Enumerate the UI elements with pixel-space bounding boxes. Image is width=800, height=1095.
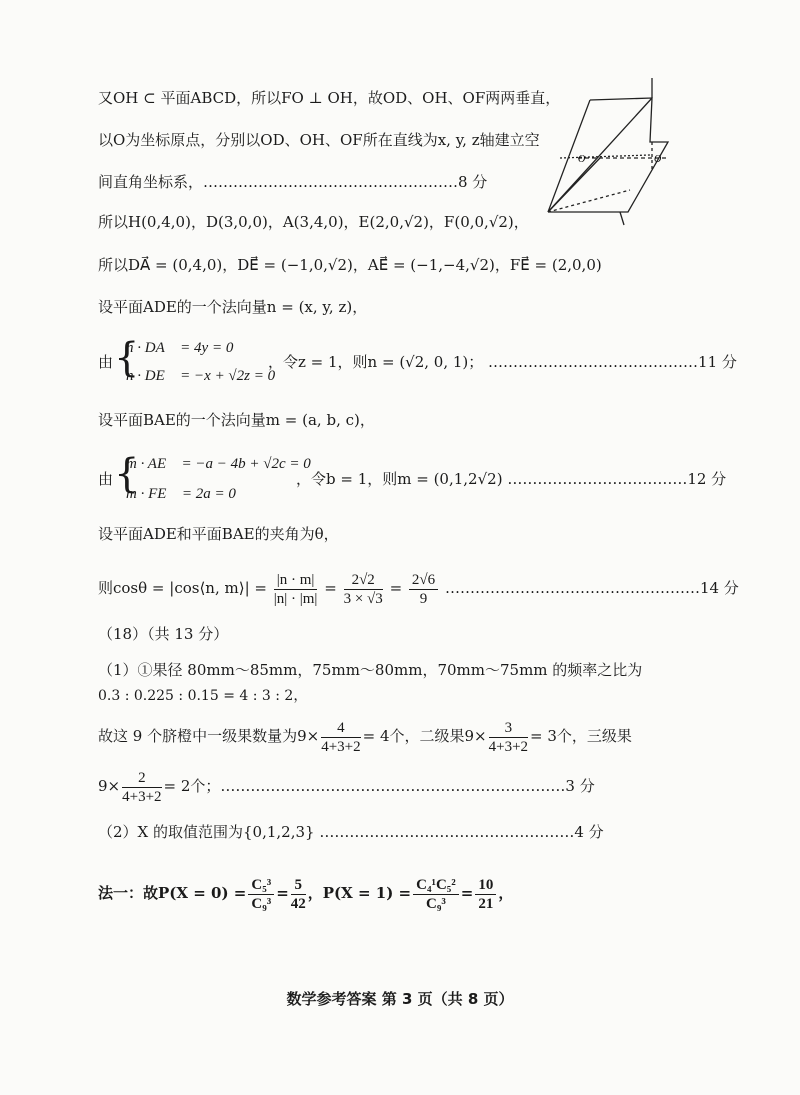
- frac-p1: $\frac{10}{21}$: [475, 876, 496, 913]
- label-o2: O: [654, 154, 662, 165]
- system2-eq2: m · FE⃗ = 2a = 0: [126, 486, 236, 502]
- system1-eq1: n · DA⃗ = 4y = 0: [126, 340, 234, 356]
- label-o1: O: [578, 154, 586, 165]
- text-line-1: 又OH ⊂ 平面ABCD，所以FO ⊥ OH，故OD、OH、OF两两垂直，: [98, 89, 561, 107]
- page-footer: 数学参考答案 第 3 页（共 8 页）: [286, 990, 514, 1008]
- text-line-14: 0.3 : 0.225 : 0.15 = 4 : 3 : 2，: [98, 688, 308, 704]
- text-line-10: 设平面ADE和平面BAE的夹角为θ，: [98, 525, 339, 543]
- frac-p0: $\frac{5}{42}$: [290, 876, 306, 912]
- frac-p1-c: $\frac{\text{C₄¹C₅²}}{\text{C₉³}}$: [413, 876, 459, 913]
- cos-theta-line: 则cosθ = |cos⟨n, m⟩| = $\frac{|n \cdot m|}{|n| \cdot |m|}$ = $\frac{2√2}{3 \times √3}$ = $\frac{2√6}{9}$ ……………………………………………14 分: [98, 571, 739, 607]
- system1-conclusion: ，令z = 1，则n = (√2, 0, 1)； ……………………………………11 分: [268, 353, 737, 371]
- cos-frac-3: $\frac{2√6}{9}$: [409, 571, 438, 608]
- text-line-5: 所以DA⃗ = (0,4,0)，DE⃗ = (−1,0,√2)，AE⃗ = (−1,−4,√2)，FE⃗ = (2,0,0): [98, 256, 602, 274]
- frac-grade1: $\frac{4}{4+3+2}$: [321, 719, 361, 755]
- tick-bottom: [620, 212, 624, 225]
- cos-frac-2: $\frac{2√2}{3 \times √3}$: [343, 571, 383, 607]
- frac-p0-c: $\frac{\text{C₅³}}{\text{C₉³}}$: [248, 876, 274, 913]
- text-line-13: （1）①果径 80mm～85mm，75mm～80mm，70mm～75mm 的频率之比为: [98, 661, 643, 679]
- brace-2: {: [114, 451, 140, 497]
- text-line-6: 设平面ADE的一个法向量n = (x, y, z)，: [98, 298, 368, 316]
- solid-outline: [548, 98, 668, 212]
- system1-eq2: n · DE⃗ = −x + √2z = 0: [126, 368, 276, 384]
- text-line-2: 以O为坐标原点，分别以OD、OH、OF所在直线为x, y, z轴建立空: [98, 131, 540, 149]
- system2-eq1: m · AE⃗ = −a − 4b + √2c = 0: [126, 456, 311, 472]
- text-you-1: 由: [98, 353, 114, 371]
- section-18-title: （18）（共 13 分）: [98, 625, 229, 643]
- text-line-17: （2）X 的取值范围为{0,1,2,3} ……………………………………………4 分: [98, 823, 604, 841]
- text-line-4: 所以H(0,4,0)，D(3,0,0)，A(3,4,0)，E(2,0,√2)，F(0,0,√2)，: [98, 213, 529, 231]
- text-you-2: 由: [98, 470, 114, 488]
- text-line-15: 故这 9 个脐橙中一级果数量为9× $\frac{4}{4+3+2}$ = 4个，二级果9× $\frac{3}{4+3+2}$ = 3个，三级果: [98, 719, 632, 755]
- base-dashed-3: [548, 190, 630, 212]
- frac-grade3: $\frac{2}{4+3+2}$: [122, 769, 162, 805]
- cos-head: 则cosθ = |cos⟨n, m⟩| =: [98, 579, 267, 597]
- brace-1: {: [114, 335, 140, 381]
- text-line-3: 间直角坐标系，……………………………………………8 分: [98, 173, 488, 191]
- cos-tail: ……………………………………………14 分: [444, 579, 739, 597]
- text-line-8: 设平面BAE的一个法向量m = (a, b, c)，: [98, 411, 375, 429]
- cos-frac-1: $\frac{|n \cdot m|}{|n| \cdot |m|}$: [273, 571, 318, 607]
- text-line-18: 法一：故P(X = 0) = $\frac{\text{C₅³}}{\text{C₉³}}$ = $\frac{5}{42}$ ，P(X = 1) = $\frac{\text{C₄¹C₅²}}{\text{C₉³}}$ = $\frac{10}{21}$ ，: [98, 876, 514, 912]
- frac-grade2: $\frac{3}{4+3+2}$: [488, 719, 529, 755]
- edge-diagonal-2: [548, 158, 600, 212]
- system2-conclusion: ，令b = 1，则m = (0,1,2√2) ………………………………12 分: [296, 470, 727, 488]
- text-line-16: 9× $\frac{2}{4+3+2}$ = 2个；……………………………………………………………3 分: [98, 769, 595, 805]
- geometry-figure: [540, 70, 670, 235]
